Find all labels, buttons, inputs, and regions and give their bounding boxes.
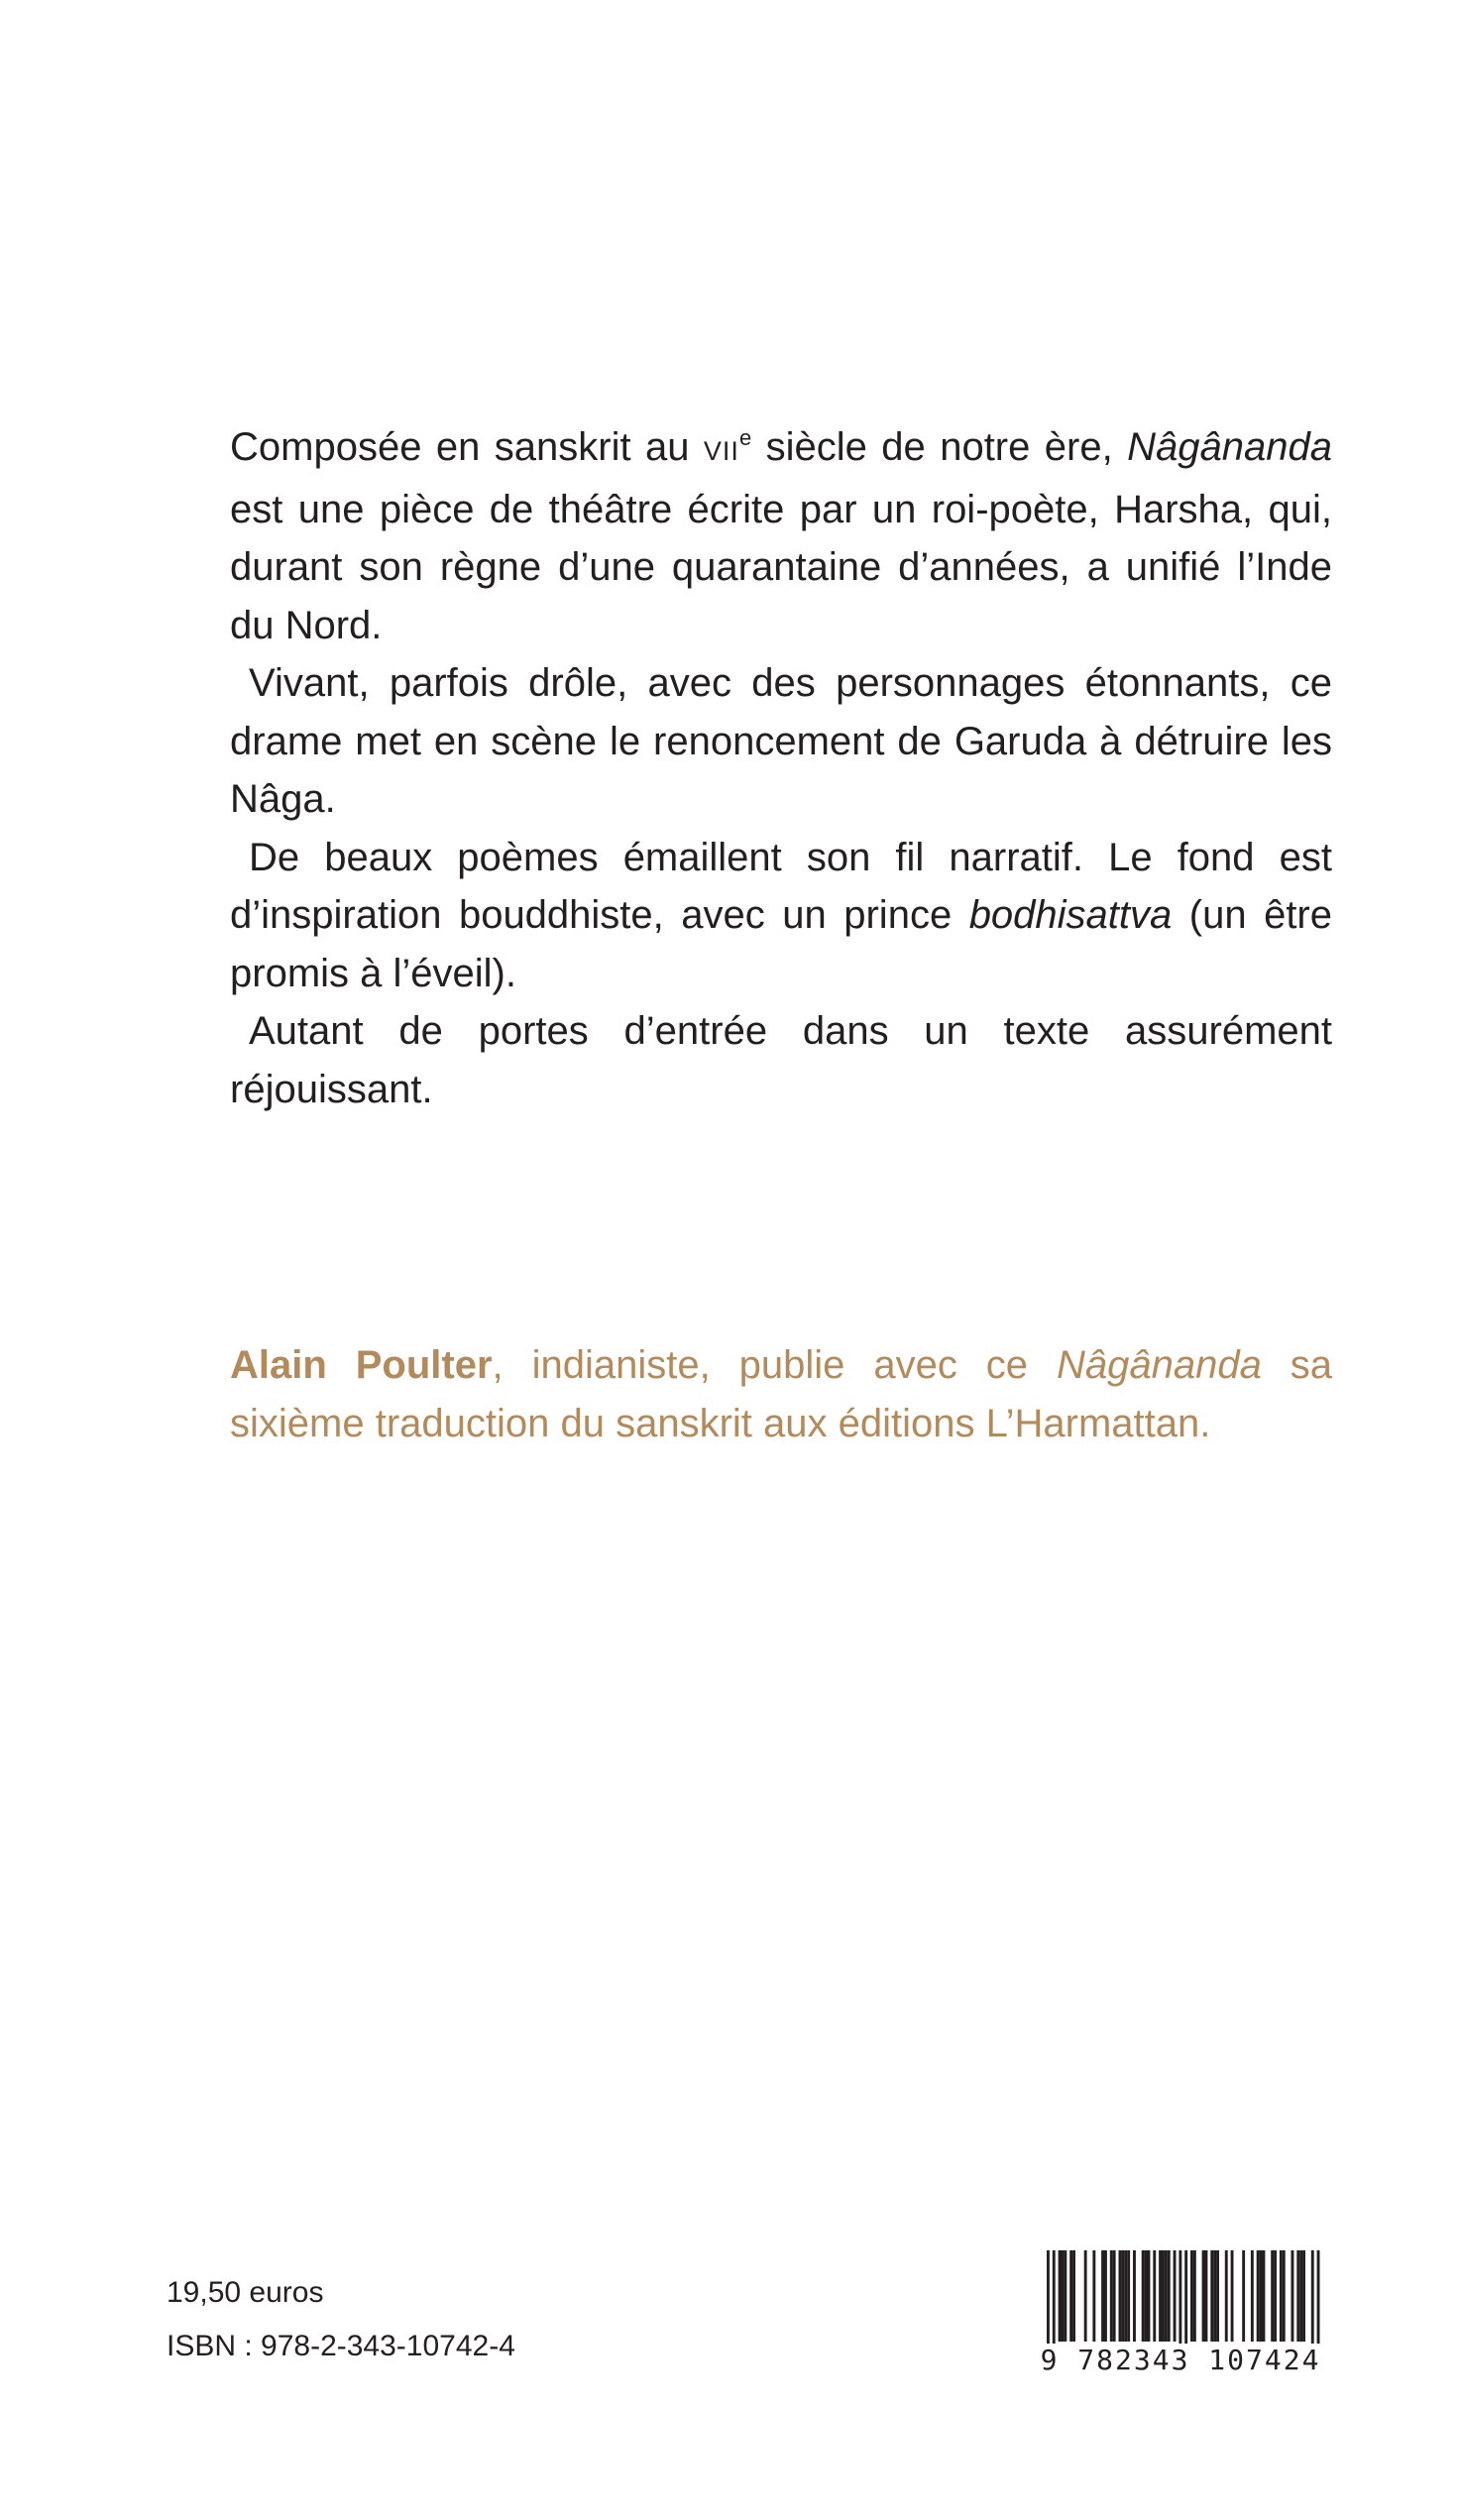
barcode-bar	[1210, 2250, 1213, 2342]
barcode-digits: 9 782343 107424	[1027, 2344, 1334, 2377]
barcode-bar	[1263, 2250, 1266, 2342]
isbn: ISBN : 978-2-343-10742-4	[167, 2330, 515, 2362]
barcode-bar	[1283, 2250, 1286, 2342]
barcode-bar	[1162, 2250, 1165, 2342]
barcode-bar	[1148, 2250, 1151, 2342]
barcode-bar	[1165, 2250, 1168, 2342]
barcode-bar	[1242, 2250, 1245, 2342]
barcode-bar	[1145, 2250, 1148, 2342]
book-title: Nâgânanda	[1127, 425, 1333, 469]
barcode-bar	[1174, 2250, 1177, 2342]
author-note-title: Nâgânanda	[1056, 1343, 1262, 1387]
barcode-bar	[1159, 2250, 1162, 2342]
barcode-bar	[1047, 2250, 1050, 2357]
barcode-bar	[1260, 2250, 1263, 2342]
century-superscript: e	[738, 425, 752, 450]
barcode-bar	[1216, 2250, 1219, 2342]
barcode-bar	[1153, 2250, 1156, 2342]
barcode-bar	[1184, 2250, 1187, 2357]
barcode-bar	[1179, 2250, 1181, 2357]
barcode-bar	[1251, 2250, 1254, 2342]
blurb-paragraph-4: Autant de portes d’entrée dans un texte assurément réjouissant.	[230, 1009, 1332, 1111]
barcode-bar	[1062, 2250, 1065, 2342]
barcode-bar	[1053, 2250, 1056, 2357]
barcode-bar	[1299, 2250, 1302, 2342]
barcode-bar	[1231, 2250, 1234, 2342]
barcode-bar	[1213, 2250, 1216, 2342]
barcode-bar	[1110, 2250, 1113, 2342]
blurb	[230, 418, 1332, 1118]
barcode-bar	[1168, 2250, 1171, 2342]
century-roman: VII	[703, 436, 739, 466]
barcode-bar	[1133, 2250, 1136, 2342]
barcode-bar	[1113, 2250, 1116, 2342]
barcode-bar	[1127, 2250, 1130, 2342]
barcode-bar	[1084, 2250, 1087, 2342]
barcode-bar	[1202, 2250, 1205, 2342]
barcode-bar	[1225, 2250, 1228, 2342]
bodhisattva-term: bodhisattva	[968, 893, 1173, 937]
barcode-bar	[1142, 2250, 1145, 2342]
barcode-bar	[1274, 2250, 1277, 2342]
barcode-bar	[1190, 2250, 1193, 2342]
blurb-paragraph-2: Vivant, parfois drôle, avec des personnages étonnants, ce drame met en scène le renoncement de Garuda à détruire les Nâga.	[230, 661, 1332, 821]
barcode-bar	[1121, 2250, 1124, 2342]
barcode-bar	[1072, 2250, 1075, 2342]
barcode-bar	[1311, 2250, 1314, 2357]
barcode-bar	[1193, 2250, 1196, 2342]
barcode-bar	[1257, 2250, 1260, 2342]
barcode-bar	[1292, 2250, 1294, 2342]
barcode-bar	[1280, 2250, 1283, 2342]
barcode-bar	[1104, 2250, 1107, 2342]
barcode-bar	[1205, 2250, 1208, 2342]
barcode-bar	[1069, 2250, 1072, 2342]
barcode-bar	[1119, 2250, 1122, 2342]
blurb-paragraph-1: Composée en sanskrit au VIIe siècle de notre ère, Nâgânanda est une pièce de théâtre écrite par un roi-poète, Harsha, qui, durant son règne d’une quarantaine d’années, a unifié l’Inde du Nord.	[230, 425, 1333, 647]
barcode-bar	[1296, 2250, 1299, 2342]
author-note: Alain Poulter, indianiste, publie avec ce Nâgânanda sa sixième traduction du sanskrit aux éditions L’Harmattan.	[230, 1343, 1332, 1445]
barcode-bar	[1092, 2250, 1095, 2342]
author-name: Alain Poulter	[230, 1343, 493, 1387]
barcode-bar	[1271, 2250, 1274, 2342]
price: 19,50 euros	[167, 2276, 324, 2309]
barcode-bar	[1124, 2250, 1127, 2342]
barcode-bar	[1317, 2250, 1320, 2357]
barcode-bar	[1302, 2250, 1305, 2342]
barcode-bar	[1059, 2250, 1062, 2342]
blurb-paragraph-3: De beaux poèmes émaillent son fil narratif. Le fond est d’inspiration bouddhiste, avec un prince bodhisattva (un être promis à l’éveil).	[230, 835, 1333, 995]
barcode-bar	[1064, 2250, 1067, 2342]
barcode-bar	[1101, 2250, 1104, 2342]
